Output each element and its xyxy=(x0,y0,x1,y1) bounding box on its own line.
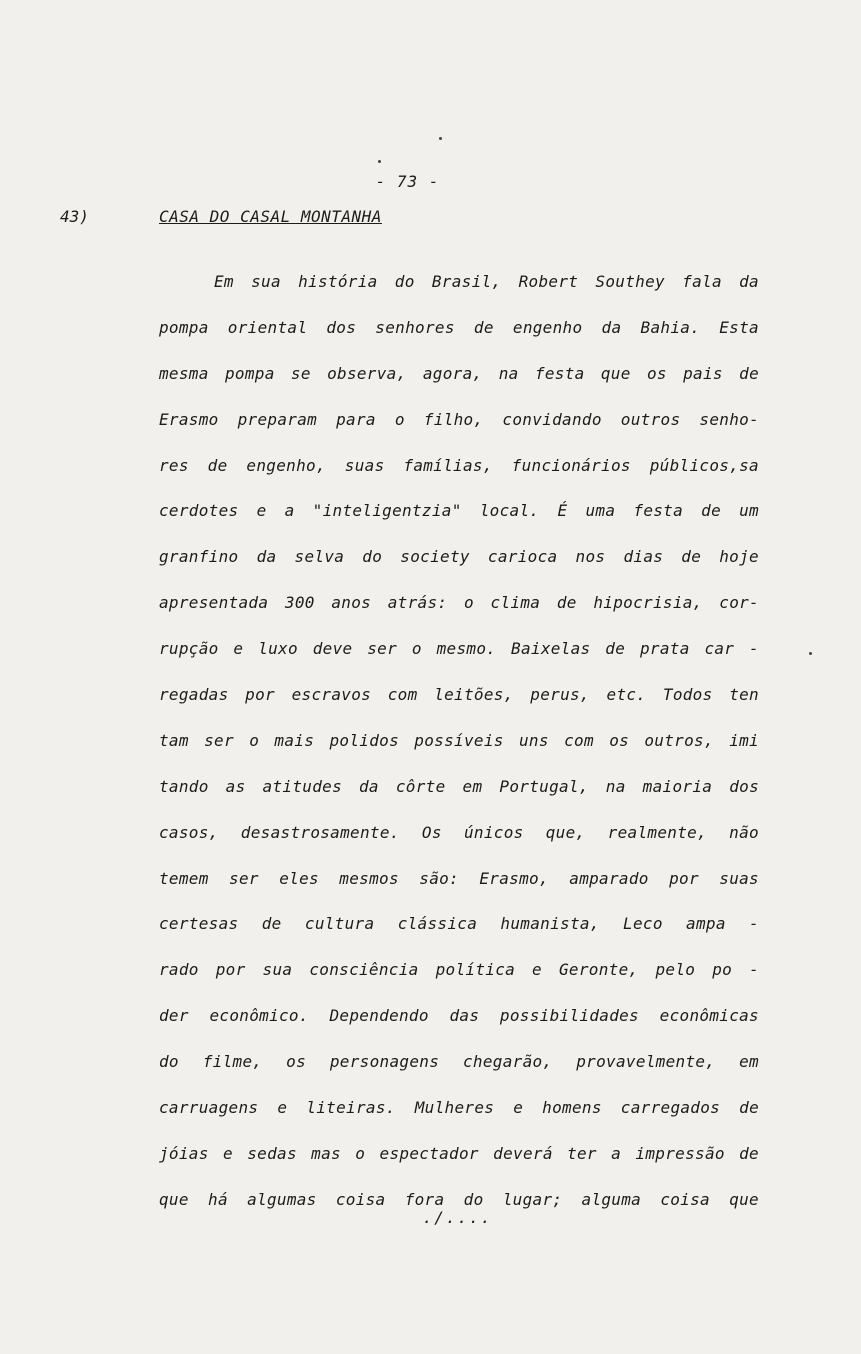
text-line: que há algumas coisa fora do lugar; alguma coisa que xyxy=(159,1189,759,1209)
body-text xyxy=(159,268,759,1232)
text-line: rado por sua consciência política e Geronte, pelo po - xyxy=(159,960,759,980)
ink-speck xyxy=(439,137,442,140)
continuation-mark: ./.... xyxy=(422,1208,493,1227)
text-line: certesas de cultura clássica humanista, Leco ampa - xyxy=(159,914,759,934)
text-line: mesma pompa se observa, agora, na festa que os pais de xyxy=(159,363,759,383)
text-line: rupção e luxo deve ser o mesmo. Baixelas de prata car - xyxy=(159,639,759,659)
text-line: cerdotes e a "inteligentzia" local. É uma festa de um xyxy=(159,501,759,521)
section-number: 43) xyxy=(60,207,89,226)
text-line: pompa oriental dos senhores de engenho da Bahia. Esta xyxy=(159,317,759,337)
text-line: carruagens e liteiras. Mulheres e homens carregados de xyxy=(159,1098,759,1118)
section-title: CASA DO CASAL MONTANHA xyxy=(159,207,382,226)
text-line: tam ser o mais polidos possíveis uns com os outros, imi xyxy=(159,730,759,750)
text-line: jóias e sedas mas o espectador deverá ter a impressão de xyxy=(159,1143,759,1163)
text-line: res de engenho, suas famílias, funcionários públicos,sa xyxy=(159,455,759,475)
ink-speck xyxy=(378,160,381,163)
page-number: - 73 - xyxy=(375,172,440,191)
text-line: temem ser eles mesmos são: Erasmo, amparado por suas xyxy=(159,868,759,888)
text-line: do filme, os personagens chegarão, provavelmente, em xyxy=(159,1052,759,1072)
text-line: Erasmo preparam para o filho, convidando outros senho- xyxy=(159,409,759,429)
text-line: Em sua história do Brasil, Robert Southey fala da xyxy=(214,272,759,291)
text-line: granfino da selva do society carioca nos dias de hoje xyxy=(159,547,759,567)
text-line: der econômico. Dependendo das possibilidades econômicas xyxy=(159,1006,759,1026)
text-line: casos, desastrosamente. Os únicos que, realmente, não xyxy=(159,822,759,842)
text-line: apresentada 300 anos atrás: o clima de hipocrisia, cor- xyxy=(159,593,759,613)
text-line: tando as atitudes da côrte em Portugal, na maioria dos xyxy=(159,776,759,796)
ink-speck xyxy=(809,652,812,655)
text-line: regadas por escravos com leitões, perus, etc. Todos ten xyxy=(159,685,759,705)
